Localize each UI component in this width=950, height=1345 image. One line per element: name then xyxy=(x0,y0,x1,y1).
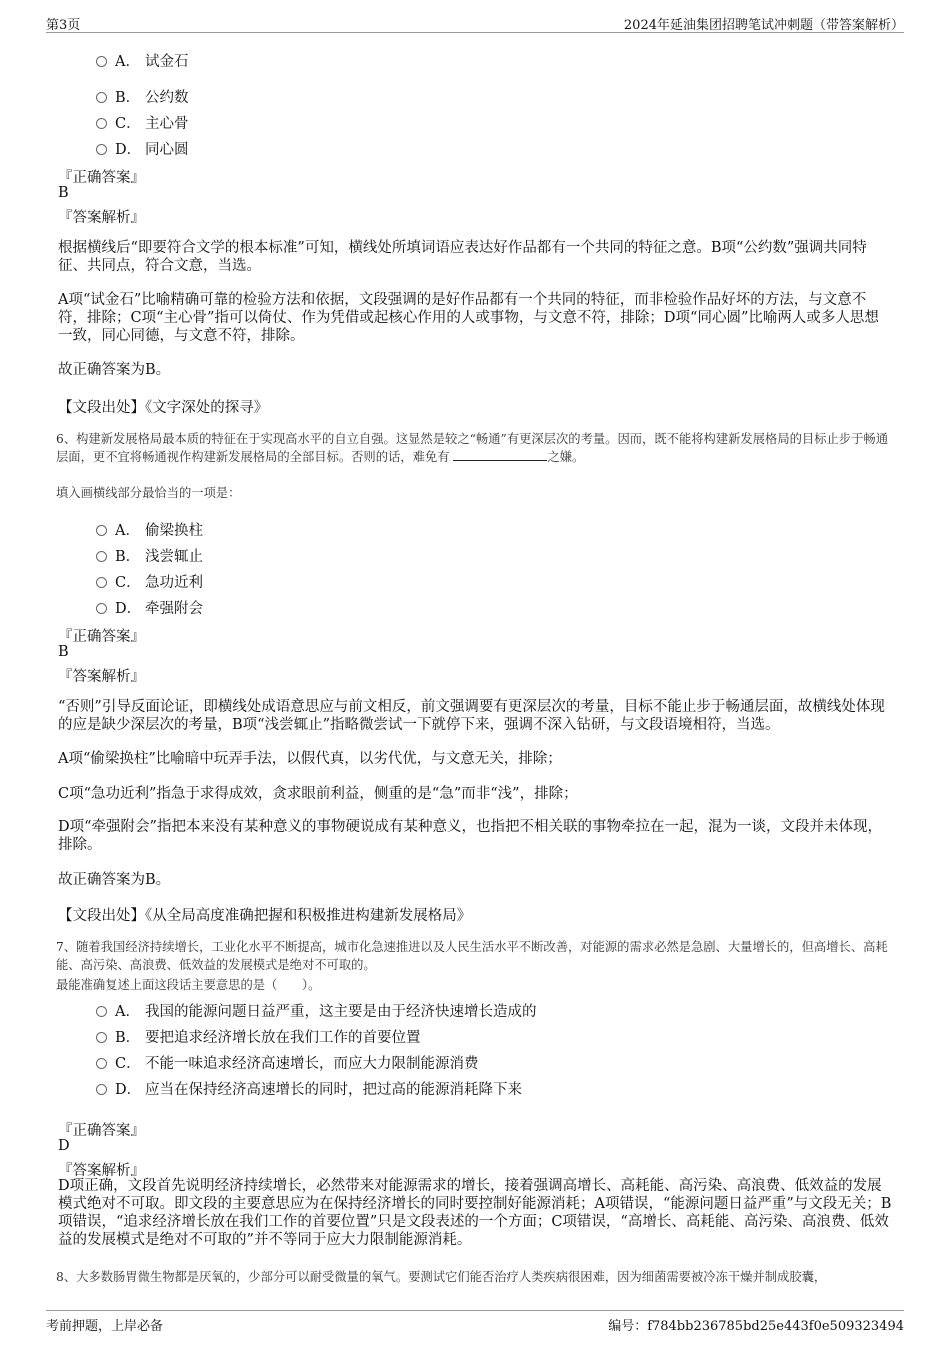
explanation-paragraph: A项“偷梁换柱”比喻暗中玩弄手法，以假代真，以劣代优，与文意无关，排除； xyxy=(58,751,562,767)
correct-answer-label: 『正确答案』 xyxy=(58,170,145,186)
radio-icon[interactable] xyxy=(96,577,107,588)
radio-icon[interactable] xyxy=(96,144,107,155)
question-stem: 6、构建新发展格局最本质的特征在于实现高水平的自立自强。这显然是较之“畅通”有更深层次的考量。因而，既不能将构建新发展格局的目标止步于畅通层面，更不宜将畅通视作构建新发展格局的全部目标。否则的话，难免有 之嫌。 xyxy=(56,432,888,464)
explanation-paragraph: 故正确答案为B。 xyxy=(58,872,171,888)
explanation-paragraph: D项“牵强附会”指把本来没有某种意义的事物硬说成有某种意义，也指把不相关联的事物牵拉在一起，混为一谈，文段并未体现，排除。 xyxy=(58,819,882,853)
explanation-paragraph: A项“试金石”比喻精确可靠的检验方法和依据，文段强调的是好作品都有一个共同的特征，而非检验作品好坏的方法，与文意不符，排除；C项“主心骨”指可以倚仗、作为凭借或起核心作用的人或事物，与文意不符，排除；D项“同心圆”比喻两人或多人思想一致，同心同德，与文意不符，排除。 xyxy=(58,292,879,344)
explanation-label: 『答案解析』 xyxy=(58,210,145,226)
option-c[interactable]: C． 主心骨 xyxy=(96,112,189,133)
correct-answer-label: 『正确答案』 xyxy=(58,1123,145,1139)
radio-icon[interactable] xyxy=(96,1058,107,1069)
option-b[interactable]: B． 浅尝辄止 xyxy=(96,545,203,566)
page-footer xyxy=(46,1310,904,1335)
explanation-paragraph: “否则”引导反面论证，即横线处成语意思应与前文相反，前文强调要有更深层次的考量，目标不能止步于畅通层面，故横线处体现的应是缺少深层次的考量，B项“浅尝辄止”指略微尝试一下就停下来，强调不深入钻研，与文段语境相符，当选。 xyxy=(58,699,885,733)
fill-blank xyxy=(453,448,547,461)
radio-icon[interactable] xyxy=(96,551,107,562)
answer-value: D xyxy=(58,1138,70,1154)
option-d[interactable]: D． 牵强附会 xyxy=(96,597,203,618)
document-title: 2024年延油集团招聘笔试冲刺题（带答案解析） xyxy=(623,18,904,33)
explanation-paragraph: 故正确答案为B。 xyxy=(58,362,171,378)
explanation-paragraph: C项“急功近利”指急于求得成效，贪求眼前利益，侧重的是“急”而非“浅”，排除； xyxy=(58,786,578,802)
page-header xyxy=(46,12,904,33)
radio-icon[interactable] xyxy=(96,525,107,536)
question-stem: 8、大多数肠胃微生物都是厌氧的，少部分可以耐受微量的氧气。要测试它们能否治疗人类疾病很困难，因为细菌需要被冷冻干燥并制成胶囊， xyxy=(56,1270,827,1284)
option-b[interactable]: B． 公约数 xyxy=(96,86,189,107)
option-d[interactable]: D． 应当在保持经济高速增长的同时，把过高的能源消耗降下来 xyxy=(96,1078,522,1099)
radio-icon[interactable] xyxy=(96,1032,107,1043)
option-c[interactable]: C． 不能一味追求经济高速增长，而应大力限制能源消费 xyxy=(96,1052,479,1073)
option-a[interactable]: A． 我国的能源问题日益严重，这主要是由于经济快速增长造成的 xyxy=(96,1000,537,1021)
answer-value: B xyxy=(58,185,69,201)
radio-icon[interactable] xyxy=(96,92,107,103)
answer-value: B xyxy=(58,644,69,660)
explanation-paragraph: D项正确，文段首先说明经济持续增长，必然带来对能源需求的增长，接着强调高增长、高耗能、高污染、高浪费、低效益的发展模式绝对不可取。即文段的主要意思应为在保持经济增长的同时要控制好能源消耗；A项错误，“能源问题日益严重”与文段无关；B项错误，“追求经济增长放在我们工作的首要位置”只是文段表述的一个方面；C项错误，“高增长、高耗能、高污染、高浪费、低效益的发展模式是绝对不可取的”并不等同于应大力限制能源消耗。 xyxy=(58,1178,892,1248)
radio-icon[interactable] xyxy=(96,603,107,614)
explanation-label: 『答案解析』 xyxy=(58,669,145,685)
radio-icon[interactable] xyxy=(96,1006,107,1017)
question-stem: 7、随着我国经济持续增长，工业化水平不断提高，城市化急速推进以及人民生活水平不断改善，对能源的需求必然是急剧、大量增长的，但高增长、高耗能、高污染、高浪费、低效益的发展模式是绝对不可取的。 xyxy=(56,940,888,972)
option-d[interactable]: D． 同心圆 xyxy=(96,138,189,159)
option-b[interactable]: B． 要把追求经济增长放在我们工作的首要位置 xyxy=(96,1026,421,1047)
footer-slogan: 考前押题，上岸必备 xyxy=(46,1319,164,1334)
page-number: 第3页 xyxy=(46,18,81,33)
question-prompt: 填入画横线部分最恰当的一项是： xyxy=(56,486,241,500)
source-line: 【文段出处】《从全局高度准确把握和积极推进构建新发展格局》 xyxy=(58,908,472,924)
correct-answer-label: 『正确答案』 xyxy=(58,629,145,645)
question-prompt: 最能准确复述上面这段话主要意思的是（ ）。 xyxy=(56,978,321,992)
option-a[interactable]: A． 试金石 xyxy=(96,50,189,71)
source-line: 【文段出处】《文字深处的探寻》 xyxy=(58,400,269,416)
radio-icon[interactable] xyxy=(96,1084,107,1095)
radio-icon[interactable] xyxy=(96,56,107,67)
option-a[interactable]: A． 偷梁换柱 xyxy=(96,519,203,540)
explanation-label: 『答案解析』 xyxy=(58,1163,145,1179)
option-c[interactable]: C． 急功近利 xyxy=(96,571,203,592)
explanation-paragraph: 根据横线后“即要符合文学的根本标准”可知，横线处所填词语应表达好作品都有一个共同的特征之意。B项“公约数”强调共同特征、共同点，符合文意，当选。 xyxy=(58,240,867,274)
radio-icon[interactable] xyxy=(96,118,107,129)
document-id: 编号：f784bb236785bd25e443f0e509323494 xyxy=(608,1319,904,1334)
